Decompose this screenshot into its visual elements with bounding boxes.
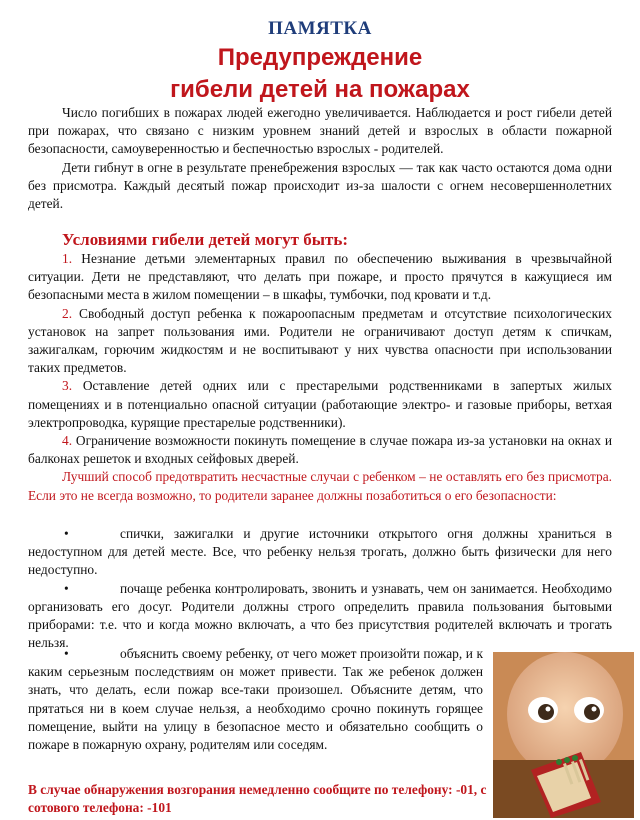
bullet-item bbox=[28, 525, 612, 580]
intro-paragraph-1: Число погибших в пожарах людей ежегодно увеличивается. Наблюдается и рост гибели детей при пожарах, что связано с низким уровнем знаний детей и взрослых в области пожарной безопасности, самоуверенностью и беспечностью взрослых - родителей. bbox=[28, 105, 612, 157]
child-illustration bbox=[493, 652, 634, 818]
bullet-item bbox=[28, 645, 483, 754]
condition-item bbox=[28, 305, 612, 378]
memo-label: ПАМЯТКА bbox=[268, 18, 372, 39]
bullet-item bbox=[28, 580, 612, 653]
condition-number: 1. bbox=[62, 251, 73, 266]
conditions-subtitle: Условиями гибели детей могут быть: bbox=[62, 230, 349, 249]
child-with-matches-photo bbox=[493, 652, 634, 818]
bullet-text: почаще ребенка контролировать, звонить и узнавать, чем он занимается. Необходимо организовать его досуг. Родители должны строго определить правила пользования бытовыми приборами: т.е. что и когда можно включать, а что без присутствия родителей включать и трогать нельзя. bbox=[28, 580, 612, 651]
bullet-text: объяснить своему ребенку, от чего может произойти пожар, и к каким серьезным последствиям он может привести. Так же ребенок должен знать, что делать, если пожар все-таки произошел. Объясните детям, что прятаться ни в коем случае нельзя, а необходимо срочно покинуть горящее помещение, выйти на улицу в безопасное место и обязательно сообщить о пожаре в пожарную охрану, родителям или соседям. bbox=[28, 646, 483, 753]
bullet-dot: • bbox=[64, 646, 69, 661]
condition-text: Ограничение возможности покинуть помещение в случае пожара из-за установки на окнах и балконах решеток и входных сейфовых дверей. bbox=[28, 433, 612, 467]
condition-text: Незнание детьми элементарных правил по обеспечению выживания в чрезвычайной ситуации. Дети не представляют, что делать при пожаре, и просто прячутся в кажущиеся им безопасными места в жилом помещении – в шкафы, тумбочки, под кровати и т.д. bbox=[28, 251, 612, 303]
conditions-list bbox=[28, 250, 612, 505]
bullets-bottom bbox=[28, 645, 483, 754]
emergency-phone-notice: В случае обнаружения возгорания немедленно сообщите по телефону: -01, с сотового телефона: -101 bbox=[28, 782, 487, 815]
condition-item bbox=[28, 432, 612, 468]
bullet-dot: • bbox=[64, 580, 69, 596]
title-line-1: Предупреждение bbox=[217, 44, 423, 71]
best-way-paragraph: Лучший способ предотвратить несчастные случаи с ребенком – не оставлять его без присмотра. Если это не всегда возможно, то родители заранее должны позаботиться о его безопасности: bbox=[28, 469, 612, 503]
title-line-2: гибели детей на пожарах bbox=[170, 76, 470, 103]
condition-item bbox=[28, 377, 612, 432]
condition-text: Свободный доступ ребенка к пожароопасным предметам и отсутствие психологических установок на запрет пользования ими. Родители не ограничивают доступ детям к спичкам, зажигалкам, горючим жидкостям и не воспитывают у них чувства опасности при использовании таких предметов. bbox=[28, 305, 612, 376]
intro-paragraph-2: Дети гибнут в огне в результате пренебрежения взрослых — так как часто остаются дома одни без присмотра. Каждый десятый пожар происходит из-за шалости с огнем несовершеннолетних детей. bbox=[28, 159, 612, 212]
header bbox=[0, 18, 640, 104]
condition-number: 3. bbox=[62, 378, 73, 394]
condition-number: 2. bbox=[62, 305, 73, 321]
intro-section bbox=[28, 104, 612, 213]
bullet-dot: • bbox=[64, 526, 69, 541]
bullets-top bbox=[28, 525, 612, 652]
condition-text: Оставление детей одних или с престарелыми родственниками в запертых жилых помещениях и в потенциально опасной ситуации (работающие электро- и газовые приборы, ветхая электропроводка, курящие престарелые родственники). bbox=[28, 378, 612, 430]
condition-number: 4. bbox=[62, 433, 73, 449]
condition-item bbox=[28, 250, 612, 305]
bullet-text: спички, зажигалки и другие источники открытого огня должны храниться в недоступном для детей месте. Все, что ребенку нельзя трогать, должно быть физически для него недоступно. bbox=[28, 526, 612, 578]
